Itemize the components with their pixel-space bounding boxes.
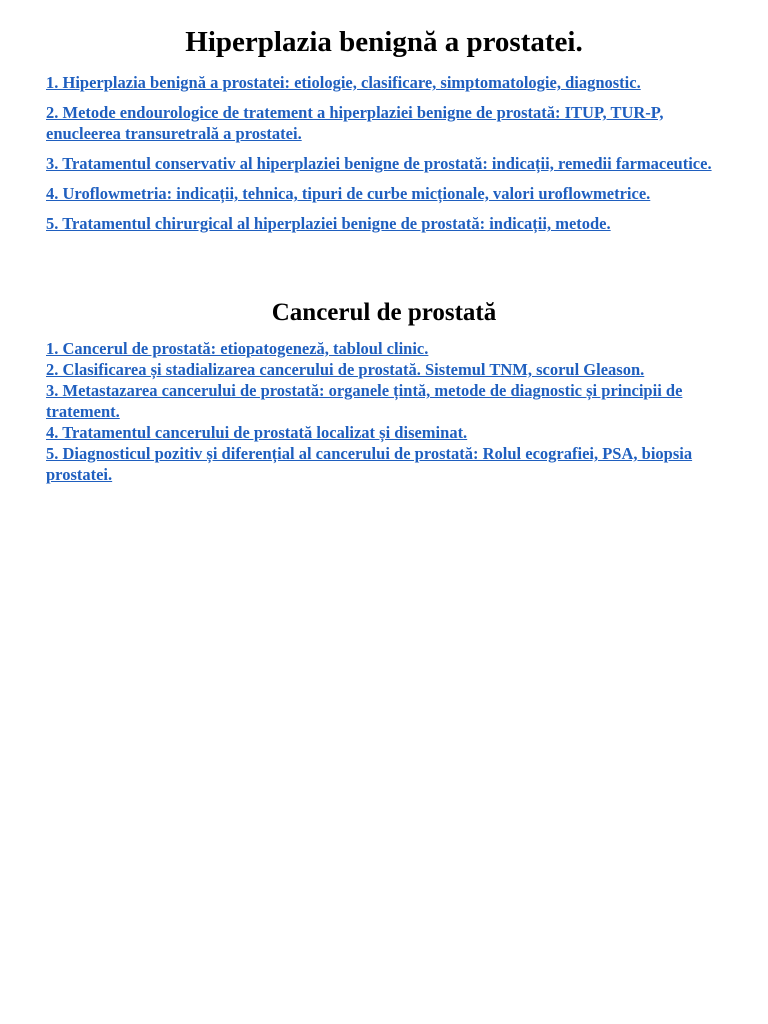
section-title-hiperplazia: Hiperplazia benignă a prostatei. xyxy=(185,26,583,58)
topic-link-hiperplazia-3[interactable]: 3. Tratamentul conservativ al hiperplaziei benigne de prostată: indicații, remedii farmaceutice. xyxy=(46,154,712,173)
list-item xyxy=(46,183,726,204)
section-title-cancer: Cancerul de prostată xyxy=(271,299,497,326)
list-item xyxy=(46,443,726,485)
topic-link-hiperplazia-2[interactable]: 2. Metode endourologice de tratement a hiperplaziei benigne de prostată: ITUP, TUR-P, enucleerea transuretrală a prostatei. xyxy=(46,103,664,143)
list-item xyxy=(46,359,726,380)
list-item xyxy=(46,153,726,174)
topic-link-cancer-3[interactable]: 3. Metastazarea cancerului de prostată: organele țintă, metode de diagnostic și principii de tratement. xyxy=(46,381,683,421)
list-item xyxy=(46,102,726,144)
topic-link-cancer-2[interactable]: 2. Clasificarea și stadializarea cancerului de prostată. Sistemul TNM, scorul Gleason. xyxy=(46,360,645,379)
topic-list-cancer xyxy=(46,338,726,485)
topic-link-hiperplazia-4[interactable]: 4. Uroflowmetria: indicații, tehnica, tipuri de curbe micționale, valori uroflowmetrice. xyxy=(46,184,651,203)
topic-link-cancer-4[interactable]: 4. Tratamentul cancerului de prostată localizat și diseminat. xyxy=(46,423,468,442)
list-item xyxy=(46,213,726,234)
list-item xyxy=(46,380,726,422)
list-item xyxy=(46,338,726,359)
topic-link-cancer-5[interactable]: 5. Diagnosticul pozitiv și diferențial al cancerului de prostată: Rolul ecografiei, PSA, biopsia prostatei. xyxy=(46,444,693,484)
list-item xyxy=(46,422,726,443)
topic-link-cancer-1[interactable]: 1. Cancerul de prostată: etiopatogeneză, tabloul clinic. xyxy=(46,339,429,358)
topic-list-hiperplazia xyxy=(46,72,726,243)
list-item xyxy=(46,72,726,93)
topic-link-hiperplazia-5[interactable]: 5. Tratamentul chirurgical al hiperplaziei benigne de prostată: indicații, metode. xyxy=(46,214,611,233)
topic-link-hiperplazia-1[interactable]: 1. Hiperplazia benignă a prostatei: etiologie, clasificare, simptomatologie, diagnostic. xyxy=(46,73,641,92)
